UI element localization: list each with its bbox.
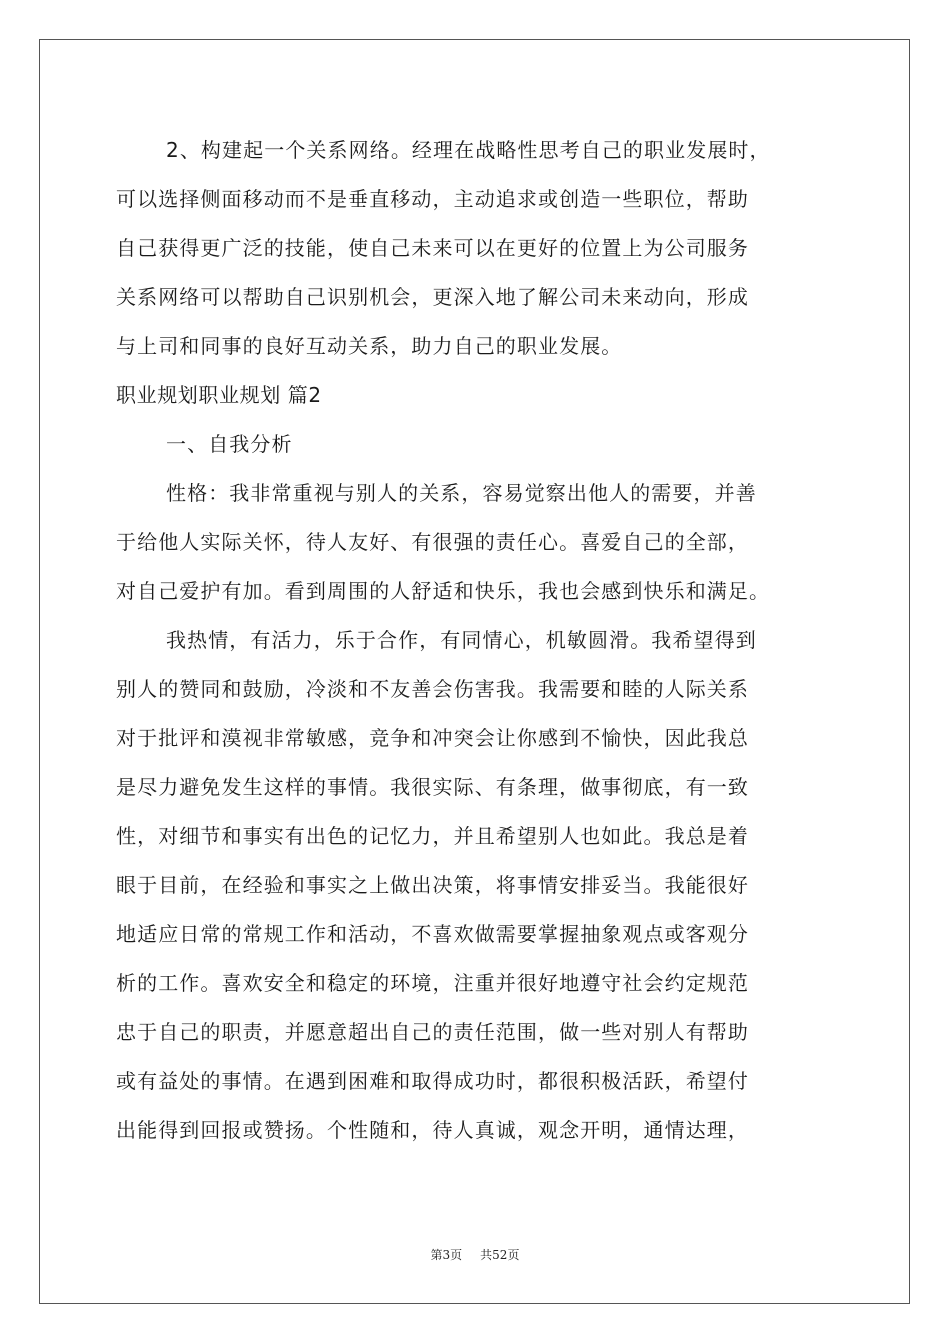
- paragraph-line: 析的工作。喜欢安全和稳定的环境，注重并很好地遵守社会约定规范: [116, 971, 749, 995]
- page-footer: [0, 1246, 950, 1263]
- paragraph-line: 对自己爱护有加。看到周围的人舒适和快乐，我也会感到快乐和满足。: [116, 579, 771, 603]
- paragraph-line: 或有益处的事情。在遇到困难和取得成功时，都很积极活跃，希望付: [116, 1069, 749, 1093]
- paragraph-line: 别人的赞同和鼓励，冷淡和不友善会伤害我。我需要和睦的人际关系: [116, 677, 749, 701]
- paragraph-line: 性，对细节和事实有出色的记忆力，并且希望别人也如此。我总是着: [116, 824, 749, 848]
- paragraph-line: 与上司和同事的良好互动关系，助力自己的职业发展。: [116, 334, 623, 358]
- paragraph-line: 关系网络可以帮助自己识别机会，更深入地了解公司未来动向，形成: [116, 285, 749, 309]
- paragraph-line: 可以选择侧面移动而不是垂直移动，主动追求或创造一些职位，帮助: [116, 187, 749, 211]
- paragraph-line: 2、构建起一个关系网络。经理在战略性思考自己的职业发展时，: [166, 138, 771, 162]
- paragraph-line: 自己获得更广泛的技能，使自己未来可以在更好的位置上为公司服务: [116, 236, 749, 260]
- paragraph-line: 于给他人实际关怀，待人友好、有很强的责任心。喜爱自己的全部，: [116, 530, 749, 554]
- paragraph-line: 出能得到回报或赞扬。个性随和，待人真诚，观念开明，通情达理，: [116, 1118, 749, 1142]
- paragraph-line: 忠于自己的职责，并愿意超出自己的责任范围，做一些对别人有帮助: [116, 1020, 749, 1044]
- document-body: [116, 126, 846, 1155]
- subsection-heading: 一、自我分析: [166, 432, 293, 456]
- paragraph-line: 我热情，有活力，乐于合作，有同情心，机敏圆滑。我希望得到: [166, 628, 757, 652]
- paragraph-line: 是尽力避免发生这样的事情。我很实际、有条理，做事彻底，有一致: [116, 775, 749, 799]
- paragraph-line: 地适应日常的常规工作和活动，不喜欢做需要掌握抽象观点或客观分: [116, 922, 749, 946]
- page-number: 第3页: [430, 1248, 463, 1262]
- section-title: 职业规划职业规划 篇2: [116, 383, 322, 407]
- page-total: 共52页: [480, 1248, 520, 1262]
- paragraph-line: 眼于目前，在经验和事实之上做出决策，将事情安排妥当。我能很好: [116, 873, 749, 897]
- paragraph-line: 对于批评和漠视非常敏感，竞争和冲突会让你感到不愉快，因此我总: [116, 726, 749, 750]
- paragraph-line: 性格：我非常重视与别人的关系，容易觉察出他人的需要，并善: [166, 481, 757, 505]
